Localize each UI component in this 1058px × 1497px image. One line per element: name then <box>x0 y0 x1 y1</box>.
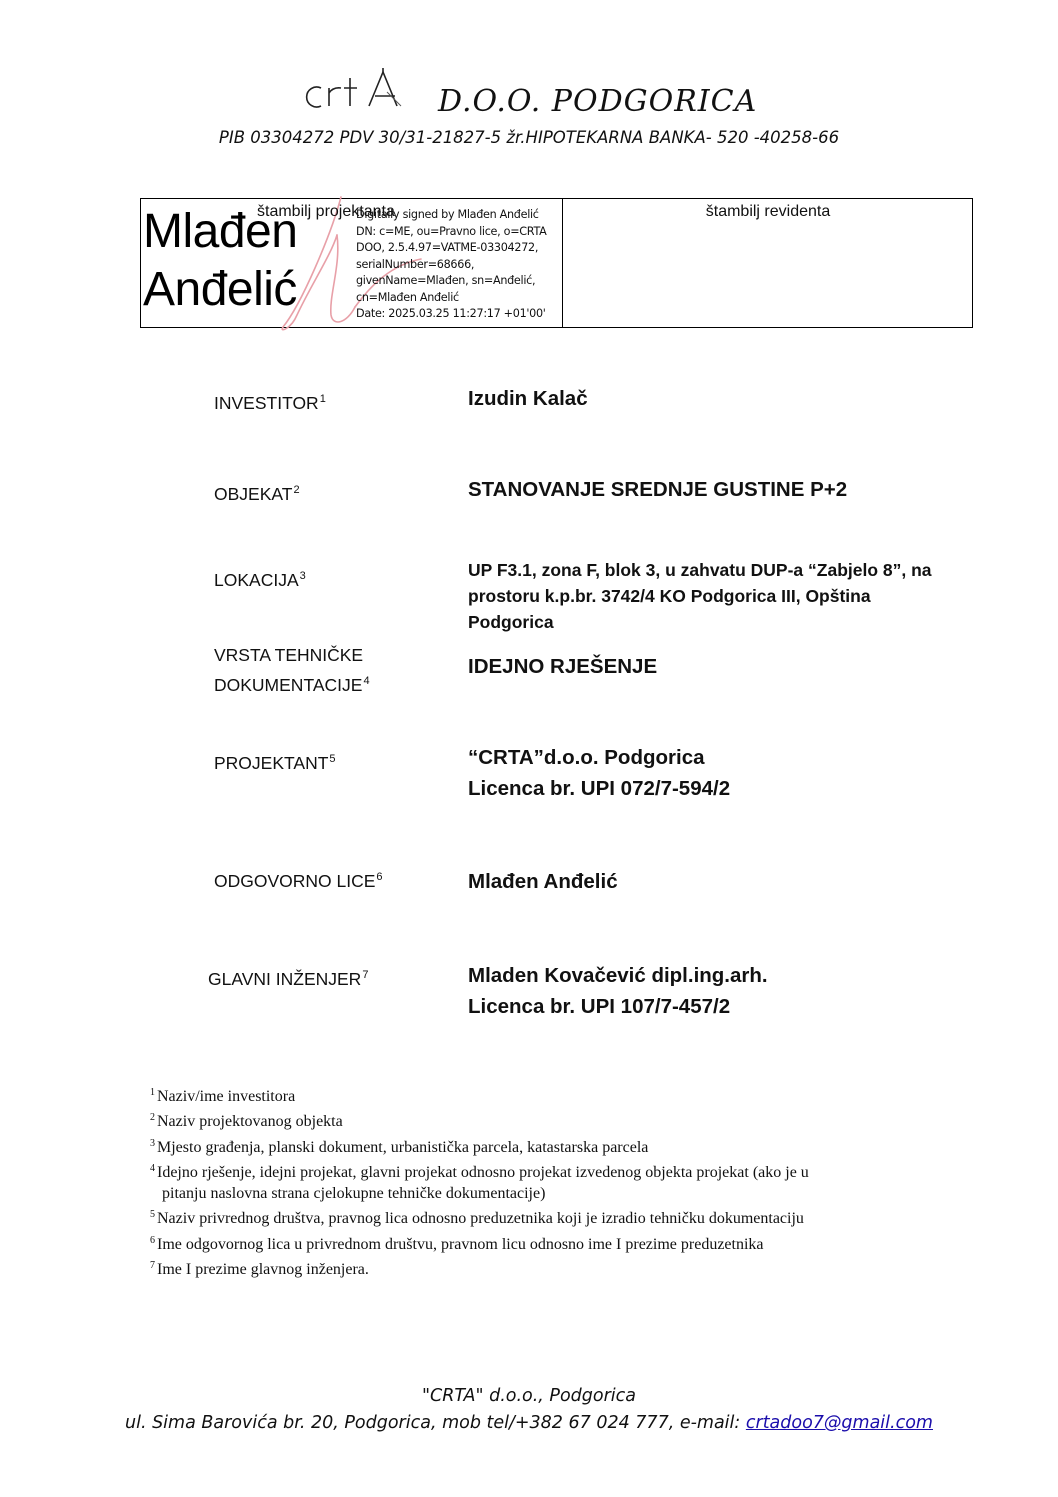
digital-signature-details <box>356 207 562 323</box>
label-text: GLAVNI INŽENJER <box>208 969 362 989</box>
footnote-number: 5 <box>150 1209 155 1221</box>
value-line: prostoru k.p.br. 3742/4 KO Podgorica III, Opština <box>468 586 871 606</box>
footnote-continuation: pitanju naslovna strana cjelokupne tehničke dokumentacije) <box>162 1185 546 1203</box>
label-text: DOKUMENTACIJE <box>214 675 363 695</box>
footnote-ref: 7 <box>362 969 369 981</box>
value-line: Licenca br. UPI 107/7-457/2 <box>468 995 731 1018</box>
signature-line: DOO, 2.5.4.97=VATME-03304272, <box>356 241 539 254</box>
footnote-text: Idejno rješenje, idejni projekat, glavni projekat odnosno projekat izvedenog objekta projekat (ako je u <box>157 1163 809 1181</box>
label-text: OBJEKAT <box>214 484 293 504</box>
label-text: ODGOVORNO LICE <box>214 871 376 891</box>
label-investitor <box>214 386 326 416</box>
label-lokacija <box>214 563 306 593</box>
footnote-text: Ime odgovornog lica u privrednom društvu, pravnom licu odnosno ime I prezime preduzetnika <box>157 1235 764 1253</box>
value-line: IDEJNO RJEŠENJE <box>468 655 658 678</box>
stamp-designer-label: štambilj projektanta <box>257 203 395 220</box>
label-glavni-inzenjer <box>208 962 368 992</box>
signer-last-name: Anđelić <box>143 263 297 316</box>
value-line: STANOVANJE SREDNJE GUSTINE P+2 <box>468 478 848 501</box>
footnote <box>150 1230 809 1255</box>
signature-line: givenName=Mlađen, sn=Anđelić, <box>356 274 536 287</box>
value-line: Licenca br. UPI 072/7-594/2 <box>468 777 731 800</box>
value-line: UP F3.1, zona F, blok 3, u zahvatu DUP-a “Zabjelo 8”, na <box>468 560 932 580</box>
footnote <box>150 1204 809 1229</box>
footnote-number: 2 <box>150 1112 155 1124</box>
footnote-ref: 6 <box>376 871 383 883</box>
value-objekat <box>468 474 847 505</box>
value-odgovorno-lice <box>468 866 618 897</box>
value-lokacija <box>468 557 932 635</box>
footnote-text: Ime I prezime glavnog inženjera. <box>157 1261 369 1279</box>
label-text: VRSTA TEHNIČKE <box>214 645 364 665</box>
footnote-text: Naziv/ime investitora <box>157 1088 296 1105</box>
footnote <box>150 1255 809 1280</box>
value-glavni-inzenjer <box>468 960 768 1022</box>
footnote-ref: 2 <box>293 484 300 496</box>
value-line: Mlađen Anđelić <box>468 870 618 893</box>
page-footer <box>0 1383 1058 1437</box>
footnote-number: 1 <box>150 1087 155 1098</box>
footer-address-line <box>0 1410 1058 1437</box>
footnote <box>150 1107 809 1132</box>
label-odgovorno-lice <box>214 864 383 894</box>
footer-address: ul. Sima Barovića br. 20, Podgorica, mob tel/+382 67 024 777, e-mail: <box>125 1413 746 1433</box>
footnote <box>150 1082 809 1107</box>
signature-line: serialNumber=68666, <box>356 257 475 271</box>
footnote-number: 3 <box>150 1137 155 1149</box>
label-text: INVESTITOR <box>214 393 319 413</box>
footer-company: "CRTA" d.o.o., Podgorica <box>421 1386 637 1406</box>
value-line: “CRTA”d.o.o. Podgorica <box>468 746 705 769</box>
value-investitor <box>468 383 588 414</box>
footnote-ref: 5 <box>329 753 336 765</box>
label-vrsta-dokumentacije <box>214 642 370 698</box>
signature-line: Date: 2025.03.25 11:27:17 +01'00' <box>356 307 546 320</box>
signature-line: DN: c=ME, ou=Pravno lice, o=CRTA <box>356 224 547 238</box>
company-name: D.O.O. PODGORICA <box>438 84 758 119</box>
stamp-table <box>140 198 973 328</box>
value-projektant <box>468 742 730 804</box>
value-line: Podgorica <box>468 612 554 632</box>
label-projektant <box>214 746 336 776</box>
stamp-reviewer-label: štambilj revidenta <box>705 203 831 220</box>
footnote-ref: 1 <box>319 393 326 405</box>
company-logo <box>303 66 415 112</box>
footnote-number: 6 <box>150 1234 155 1246</box>
company-registration-info: PIB 03304272 PDV 30/31-21827-5 žr.HIPOTEKARNA BANKA- 520 -40258-66 <box>218 128 840 147</box>
footnote <box>150 1133 809 1158</box>
signature-line: Digitally signed by Mlađen Anđelić <box>356 208 539 221</box>
footer-email-link[interactable]: crtadoo7@gmail.com <box>745 1413 933 1433</box>
footnote-number: 4 <box>150 1162 155 1174</box>
value-vrsta-dokumentacije <box>468 651 657 682</box>
value-line: Izudin Kalač <box>468 387 588 410</box>
footnote-ref: 4 <box>363 675 370 687</box>
footnote-text: Mjesto građenja, planski dokument, urbanistička parcela, katastarska parcela <box>157 1138 649 1156</box>
footnote-text: Naziv privrednog društva, pravnog lica odnosno preduzetnika koji je izradio tehničku dokumentaciju <box>157 1210 804 1228</box>
footnote-number: 7 <box>150 1260 155 1272</box>
label-text: LOKACIJA <box>214 570 299 590</box>
footnote <box>150 1158 809 1183</box>
footnote-text: Naziv projektovanog objekta <box>157 1113 343 1131</box>
label-objekat <box>214 477 300 507</box>
footnote-ref: 3 <box>299 570 306 582</box>
label-text: PROJEKTANT <box>214 753 329 773</box>
value-line: Mladen Kovačević dipl.ing.arh. <box>468 964 768 987</box>
signer-first-name: Mlađen <box>143 205 298 258</box>
footnotes <box>150 1082 809 1280</box>
signature-line: cn=Mlađen Anđelić <box>356 290 459 304</box>
